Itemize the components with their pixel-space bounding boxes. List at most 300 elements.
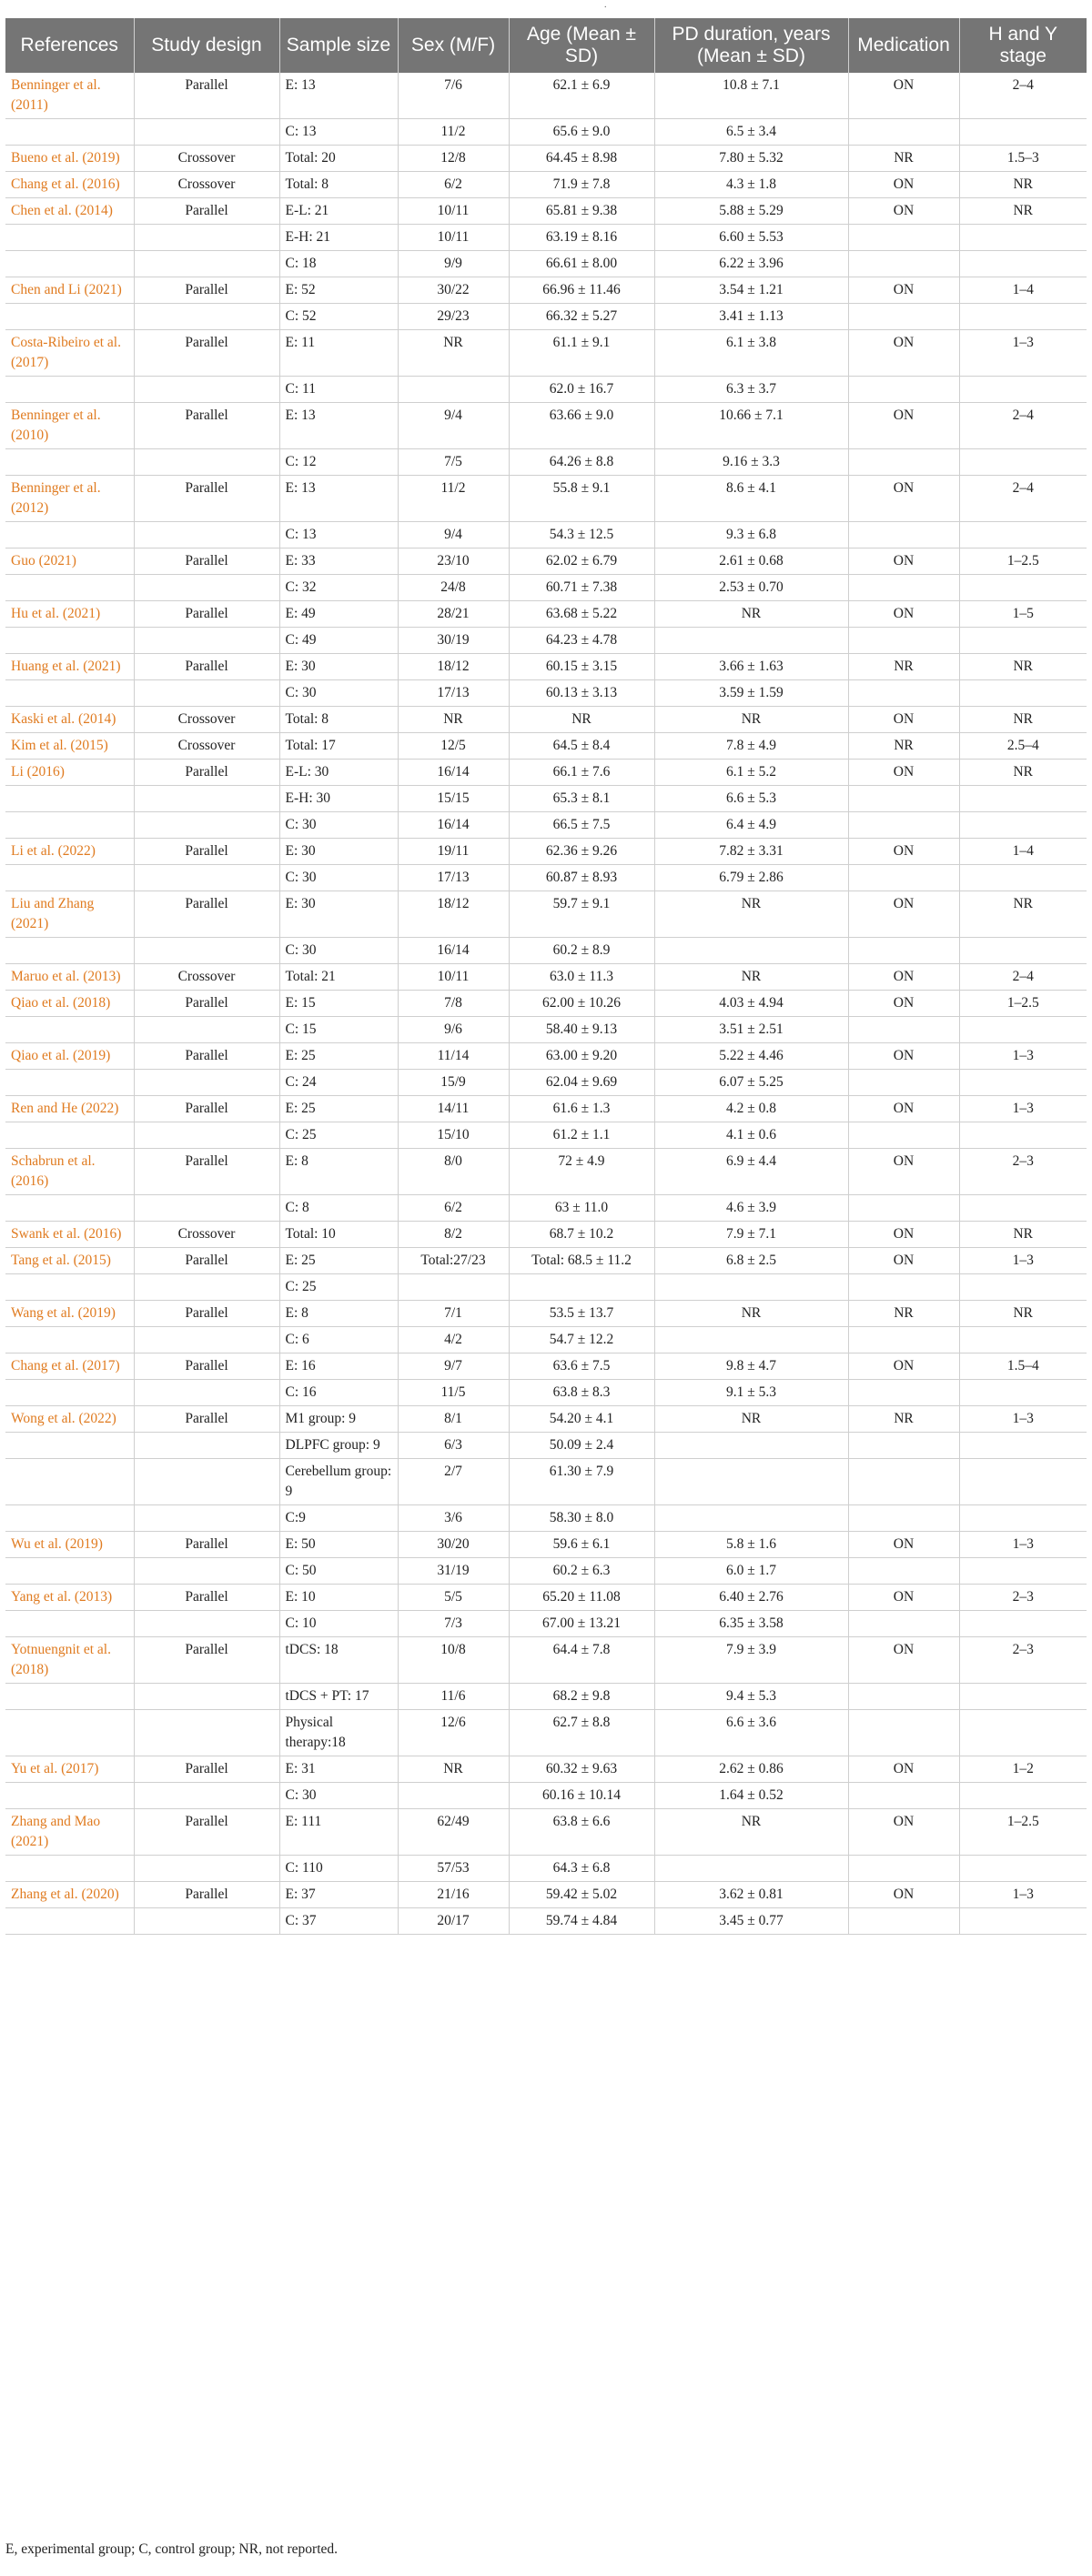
cell-medication: ON — [848, 601, 959, 628]
table-row — [5, 1327, 1087, 1353]
cell-medication: ON — [848, 1248, 959, 1274]
cell-sample-size: C: 6 — [279, 1327, 398, 1353]
top-mark: . — [604, 0, 607, 10]
cell-study-design — [134, 1433, 279, 1459]
cell-pd-duration: NR — [654, 891, 848, 938]
cell-sex: 10/11 — [398, 225, 509, 251]
cell-sample-size: E: 11 — [279, 330, 398, 377]
cell-sample-size: C: 30 — [279, 680, 398, 707]
cell-study-design: Parallel — [134, 330, 279, 377]
table-row — [5, 1611, 1087, 1637]
cell-sample-size: E: 49 — [279, 601, 398, 628]
cell-sample-size: Total: 17 — [279, 733, 398, 760]
cell-sex: 31/19 — [398, 1558, 509, 1585]
cell-age: Total: 68.5 ± 11.2 — [509, 1248, 654, 1274]
cell-reference — [5, 1380, 134, 1406]
cell-hy-stage: 1–3 — [959, 330, 1087, 377]
cell-reference[interactable]: Chen et al. (2014) — [5, 198, 134, 225]
table-row — [5, 1017, 1087, 1043]
cell-sample-size: Cerebellum group: 9 — [279, 1459, 398, 1505]
cell-reference — [5, 812, 134, 839]
cell-sample-size: E: 50 — [279, 1532, 398, 1558]
cell-hy-stage — [959, 1017, 1087, 1043]
cell-pd-duration — [654, 1459, 848, 1505]
cell-hy-stage — [959, 1459, 1087, 1505]
cell-hy-stage: 1–5 — [959, 601, 1087, 628]
cell-study-design — [134, 938, 279, 964]
cell-sample-size: C: 24 — [279, 1070, 398, 1096]
table-footnote: E, experimental group; C, control group; NR, not reported. — [5, 2541, 339, 2557]
cell-age: 60.71 ± 7.38 — [509, 575, 654, 601]
cell-pd-duration: NR — [654, 1301, 848, 1327]
cell-study-design: Parallel — [134, 1585, 279, 1611]
cell-study-design — [134, 1856, 279, 1882]
cell-medication — [848, 680, 959, 707]
cell-study-design: Parallel — [134, 1353, 279, 1380]
cell-sample-size: E: 16 — [279, 1353, 398, 1380]
cell-sex: 12/6 — [398, 1710, 509, 1756]
cell-hy-stage: 1–2 — [959, 1756, 1087, 1783]
cell-study-design — [134, 1122, 279, 1149]
cell-sample-size: C: 52 — [279, 304, 398, 330]
cell-sex: 17/13 — [398, 865, 509, 891]
cell-hy-stage: NR — [959, 172, 1087, 198]
cell-pd-duration — [654, 1856, 848, 1882]
table-row — [5, 601, 1087, 628]
cell-study-design: Parallel — [134, 198, 279, 225]
cell-reference — [5, 1684, 134, 1710]
cell-pd-duration: 3.45 ± 0.77 — [654, 1908, 848, 1935]
cell-medication: ON — [848, 1882, 959, 1908]
cell-age: 61.1 ± 9.1 — [509, 330, 654, 377]
cell-reference[interactable]: Zhang and Mao (2021) — [5, 1809, 134, 1856]
cell-hy-stage: 2–4 — [959, 73, 1087, 119]
cell-reference[interactable]: Chen and Li (2021) — [5, 277, 134, 304]
cell-hy-stage: 2–3 — [959, 1637, 1087, 1684]
cell-pd-duration: 7.9 ± 3.9 — [654, 1637, 848, 1684]
cell-sex — [398, 1783, 509, 1809]
cell-reference — [5, 680, 134, 707]
cell-pd-duration: 6.3 ± 3.7 — [654, 377, 848, 403]
cell-study-design: Parallel — [134, 277, 279, 304]
cell-sex: 30/19 — [398, 628, 509, 654]
cell-reference — [5, 1856, 134, 1882]
cell-medication — [848, 1856, 959, 1882]
cell-medication: ON — [848, 1637, 959, 1684]
cell-sample-size: C: 11 — [279, 377, 398, 403]
cell-medication — [848, 251, 959, 277]
cell-reference[interactable]: Liu and Zhang (2021) — [5, 891, 134, 938]
cell-reference — [5, 628, 134, 654]
cell-sample-size: E: 13 — [279, 403, 398, 449]
cell-sample-size: tDCS: 18 — [279, 1637, 398, 1684]
cell-sex: NR — [398, 330, 509, 377]
cell-sample-size: Total: 10 — [279, 1222, 398, 1248]
table-row — [5, 1070, 1087, 1096]
cell-medication: NR — [848, 1406, 959, 1433]
cell-hy-stage: 1–3 — [959, 1532, 1087, 1558]
cell-reference[interactable]: Ren and He (2022) — [5, 1096, 134, 1122]
cell-study-design: Crossover — [134, 733, 279, 760]
table-row — [5, 1637, 1087, 1684]
cell-medication: ON — [848, 277, 959, 304]
cell-sample-size: C: 25 — [279, 1122, 398, 1149]
cell-age: 63.8 ± 8.3 — [509, 1380, 654, 1406]
cell-medication — [848, 1380, 959, 1406]
table-row — [5, 403, 1087, 449]
cell-study-design: Parallel — [134, 1301, 279, 1327]
cell-hy-stage: 2–4 — [959, 403, 1087, 449]
table-row — [5, 1783, 1087, 1809]
table-row — [5, 1684, 1087, 1710]
cell-medication — [848, 304, 959, 330]
cell-sex: 23/10 — [398, 548, 509, 575]
cell-study-design — [134, 628, 279, 654]
cell-study-design — [134, 680, 279, 707]
cell-reference[interactable]: Chang et al. (2016) — [5, 172, 134, 198]
cell-pd-duration: 7.8 ± 4.9 — [654, 733, 848, 760]
table-row — [5, 1908, 1087, 1935]
cell-hy-stage: 1–3 — [959, 1043, 1087, 1070]
cell-age: 62.1 ± 6.9 — [509, 73, 654, 119]
header-hy-stage: H and Y stage — [959, 18, 1087, 73]
cell-age: 59.74 ± 4.84 — [509, 1908, 654, 1935]
cell-age: 60.16 ± 10.14 — [509, 1783, 654, 1809]
cell-age: 62.00 ± 10.26 — [509, 991, 654, 1017]
table-row — [5, 198, 1087, 225]
cell-reference[interactable]: Swank et al. (2016) — [5, 1222, 134, 1248]
cell-sample-size: C: 32 — [279, 575, 398, 601]
cell-sample-size: C: 15 — [279, 1017, 398, 1043]
cell-pd-duration: 3.59 ± 1.59 — [654, 680, 848, 707]
cell-study-design: Parallel — [134, 1043, 279, 1070]
cell-sex: 15/15 — [398, 786, 509, 812]
cell-pd-duration: 7.82 ± 3.31 — [654, 839, 848, 865]
cell-age: 61.6 ± 1.3 — [509, 1096, 654, 1122]
cell-pd-duration: 6.40 ± 2.76 — [654, 1585, 848, 1611]
cell-reference[interactable]: Maruo et al. (2013) — [5, 964, 134, 991]
cell-hy-stage — [959, 1070, 1087, 1096]
cell-reference — [5, 1710, 134, 1756]
cell-sex: 4/2 — [398, 1327, 509, 1353]
table-row — [5, 277, 1087, 304]
cell-age: 64.4 ± 7.8 — [509, 1637, 654, 1684]
cell-reference[interactable]: Chang et al. (2017) — [5, 1353, 134, 1380]
cell-hy-stage: 1–3 — [959, 1882, 1087, 1908]
table-row — [5, 1585, 1087, 1611]
cell-reference[interactable]: Benninger et al. (2010) — [5, 403, 134, 449]
cell-hy-stage: 1–3 — [959, 1248, 1087, 1274]
cell-age: 58.30 ± 8.0 — [509, 1505, 654, 1532]
cell-medication — [848, 377, 959, 403]
cell-age: 59.6 ± 6.1 — [509, 1532, 654, 1558]
header-study-design: Study design — [134, 18, 279, 73]
cell-medication — [848, 1710, 959, 1756]
cell-age: 63.6 ± 7.5 — [509, 1353, 654, 1380]
cell-hy-stage — [959, 1783, 1087, 1809]
cell-age: 60.13 ± 3.13 — [509, 680, 654, 707]
cell-study-design — [134, 786, 279, 812]
cell-sex: 12/5 — [398, 733, 509, 760]
cell-pd-duration: 2.61 ± 0.68 — [654, 548, 848, 575]
cell-sample-size: E: 30 — [279, 891, 398, 938]
cell-sample-size: E: 10 — [279, 1585, 398, 1611]
cell-reference[interactable]: Schabrun et al. (2016) — [5, 1149, 134, 1195]
cell-study-design: Parallel — [134, 1248, 279, 1274]
cell-hy-stage: NR — [959, 198, 1087, 225]
cell-reference[interactable]: Guo (2021) — [5, 548, 134, 575]
cell-reference[interactable]: Yotnuengnit et al. (2018) — [5, 1637, 134, 1684]
cell-medication: NR — [848, 1301, 959, 1327]
cell-hy-stage — [959, 377, 1087, 403]
table-row — [5, 1380, 1087, 1406]
cell-sex: 16/14 — [398, 760, 509, 786]
cell-sex: 10/11 — [398, 964, 509, 991]
cell-sample-size: E-L: 30 — [279, 760, 398, 786]
cell-study-design: Parallel — [134, 891, 279, 938]
cell-medication: ON — [848, 964, 959, 991]
cell-hy-stage: NR — [959, 1301, 1087, 1327]
cell-reference[interactable]: Hu et al. (2021) — [5, 601, 134, 628]
table-body — [5, 73, 1087, 1935]
cell-pd-duration — [654, 1505, 848, 1532]
cell-study-design — [134, 449, 279, 476]
cell-study-design — [134, 865, 279, 891]
cell-study-design: Parallel — [134, 73, 279, 119]
cell-reference[interactable]: Benninger et al. (2011) — [5, 73, 134, 119]
cell-sample-size: C: 12 — [279, 449, 398, 476]
cell-pd-duration — [654, 1327, 848, 1353]
cell-pd-duration: 3.41 ± 1.13 — [654, 304, 848, 330]
cell-age: 59.42 ± 5.02 — [509, 1882, 654, 1908]
cell-pd-duration: 4.3 ± 1.8 — [654, 172, 848, 198]
cell-study-design: Parallel — [134, 654, 279, 680]
cell-hy-stage — [959, 1710, 1087, 1756]
table-row — [5, 575, 1087, 601]
cell-age: 64.45 ± 8.98 — [509, 146, 654, 172]
cell-pd-duration: 6.35 ± 3.58 — [654, 1611, 848, 1637]
cell-reference[interactable]: Li et al. (2022) — [5, 839, 134, 865]
cell-medication — [848, 575, 959, 601]
cell-pd-duration: 4.1 ± 0.6 — [654, 1122, 848, 1149]
cell-pd-duration: 9.8 ± 4.7 — [654, 1353, 848, 1380]
cell-reference[interactable]: Huang et al. (2021) — [5, 654, 134, 680]
cell-age: 63.00 ± 9.20 — [509, 1043, 654, 1070]
cell-sex: 6/3 — [398, 1433, 509, 1459]
cell-pd-duration: 9.4 ± 5.3 — [654, 1684, 848, 1710]
cell-medication: NR — [848, 733, 959, 760]
cell-reference[interactable]: Kaski et al. (2014) — [5, 707, 134, 733]
cell-sample-size: E-L: 21 — [279, 198, 398, 225]
cell-reference[interactable]: Li (2016) — [5, 760, 134, 786]
cell-pd-duration: 6.07 ± 5.25 — [654, 1070, 848, 1096]
cell-study-design — [134, 522, 279, 548]
cell-medication: ON — [848, 1585, 959, 1611]
cell-hy-stage — [959, 680, 1087, 707]
cell-age: 66.32 ± 5.27 — [509, 304, 654, 330]
cell-study-design: Parallel — [134, 760, 279, 786]
cell-medication: ON — [848, 172, 959, 198]
table-row — [5, 707, 1087, 733]
cell-sex: 62/49 — [398, 1809, 509, 1856]
cell-study-design — [134, 1783, 279, 1809]
cell-reference — [5, 865, 134, 891]
cell-reference[interactable]: Yang et al. (2013) — [5, 1585, 134, 1611]
cell-sample-size: Physical therapy:18 — [279, 1710, 398, 1756]
cell-reference — [5, 251, 134, 277]
cell-reference[interactable]: Costa-Ribeiro et al. (2017) — [5, 330, 134, 377]
cell-sample-size: DLPFC group: 9 — [279, 1433, 398, 1459]
cell-hy-stage — [959, 119, 1087, 146]
cell-age: 63.8 ± 6.6 — [509, 1809, 654, 1856]
cell-reference — [5, 1558, 134, 1585]
cell-medication — [848, 1122, 959, 1149]
cell-reference[interactable]: Qiao et al. (2019) — [5, 1043, 134, 1070]
cell-study-design — [134, 1459, 279, 1505]
table-row — [5, 304, 1087, 330]
cell-pd-duration: 6.1 ± 5.2 — [654, 760, 848, 786]
cell-reference — [5, 1195, 134, 1222]
header-sex: Sex (M/F) — [398, 18, 509, 73]
cell-age: 62.02 ± 6.79 — [509, 548, 654, 575]
cell-reference — [5, 304, 134, 330]
cell-age: 62.7 ± 8.8 — [509, 1710, 654, 1756]
cell-age: 72 ± 4.9 — [509, 1149, 654, 1195]
table-row — [5, 1195, 1087, 1222]
cell-medication: ON — [848, 73, 959, 119]
cell-medication — [848, 1459, 959, 1505]
cell-pd-duration: 2.53 ± 0.70 — [654, 575, 848, 601]
cell-sex: 2/7 — [398, 1459, 509, 1505]
cell-pd-duration: 6.22 ± 3.96 — [654, 251, 848, 277]
cell-hy-stage — [959, 1611, 1087, 1637]
cell-hy-stage — [959, 1856, 1087, 1882]
cell-reference — [5, 225, 134, 251]
cell-age: 63.66 ± 9.0 — [509, 403, 654, 449]
cell-reference[interactable]: Yu et al. (2017) — [5, 1756, 134, 1783]
cell-sex — [398, 1274, 509, 1301]
cell-age: 67.00 ± 13.21 — [509, 1611, 654, 1637]
cell-reference[interactable]: Benninger et al. (2012) — [5, 476, 134, 522]
cell-age: 60.32 ± 9.63 — [509, 1756, 654, 1783]
cell-reference[interactable]: Wu et al. (2019) — [5, 1532, 134, 1558]
cell-pd-duration: 6.79 ± 2.86 — [654, 865, 848, 891]
cell-sample-size: E: 52 — [279, 277, 398, 304]
cell-reference[interactable]: Tang et al. (2015) — [5, 1248, 134, 1274]
cell-sex: 9/6 — [398, 1017, 509, 1043]
table-row — [5, 146, 1087, 172]
cell-reference[interactable]: Qiao et al. (2018) — [5, 991, 134, 1017]
cell-sex: 6/2 — [398, 172, 509, 198]
cell-study-design — [134, 1611, 279, 1637]
cell-age: 68.2 ± 9.8 — [509, 1684, 654, 1710]
cell-reference — [5, 1505, 134, 1532]
table-row — [5, 1710, 1087, 1756]
cell-hy-stage — [959, 1433, 1087, 1459]
cell-medication: ON — [848, 760, 959, 786]
cell-hy-stage — [959, 1558, 1087, 1585]
cell-study-design: Parallel — [134, 1532, 279, 1558]
cell-age: 66.5 ± 7.5 — [509, 812, 654, 839]
cell-hy-stage: 1–3 — [959, 1096, 1087, 1122]
cell-medication — [848, 786, 959, 812]
cell-pd-duration — [654, 938, 848, 964]
cell-hy-stage: NR — [959, 760, 1087, 786]
cell-age: 62.04 ± 9.69 — [509, 1070, 654, 1096]
cell-sample-size: E: 30 — [279, 839, 398, 865]
cell-age: 63.68 ± 5.22 — [509, 601, 654, 628]
cell-pd-duration: 7.9 ± 7.1 — [654, 1222, 848, 1248]
cell-age: 64.26 ± 8.8 — [509, 449, 654, 476]
cell-pd-duration — [654, 1433, 848, 1459]
cell-sample-size: E: 13 — [279, 476, 398, 522]
cell-sample-size: C: 37 — [279, 1908, 398, 1935]
cell-reference — [5, 1274, 134, 1301]
cell-sample-size: C: 30 — [279, 865, 398, 891]
cell-medication: ON — [848, 330, 959, 377]
cell-hy-stage — [959, 1195, 1087, 1222]
cell-hy-stage: 1.5–4 — [959, 1353, 1087, 1380]
cell-reference[interactable]: Bueno et al. (2019) — [5, 146, 134, 172]
cell-sex: 9/9 — [398, 251, 509, 277]
table-row — [5, 251, 1087, 277]
cell-sample-size: C: 49 — [279, 628, 398, 654]
cell-age: 59.7 ± 9.1 — [509, 891, 654, 938]
cell-reference — [5, 1433, 134, 1459]
table-row — [5, 1043, 1087, 1070]
cell-reference — [5, 1327, 134, 1353]
cell-reference — [5, 1122, 134, 1149]
cell-pd-duration: 4.2 ± 0.8 — [654, 1096, 848, 1122]
cell-age: 61.30 ± 7.9 — [509, 1459, 654, 1505]
cell-reference[interactable]: Wang et al. (2019) — [5, 1301, 134, 1327]
table-row — [5, 680, 1087, 707]
cell-sample-size: E: 31 — [279, 1756, 398, 1783]
cell-age: 65.3 ± 8.1 — [509, 786, 654, 812]
cell-medication: ON — [848, 1149, 959, 1195]
cell-sex: 11/2 — [398, 476, 509, 522]
table-row — [5, 1222, 1087, 1248]
cell-reference[interactable]: Wong et al. (2022) — [5, 1406, 134, 1433]
cell-medication — [848, 1558, 959, 1585]
cell-age: 58.40 ± 9.13 — [509, 1017, 654, 1043]
cell-medication — [848, 119, 959, 146]
cell-reference — [5, 786, 134, 812]
table-row — [5, 1505, 1087, 1532]
cell-reference[interactable]: Zhang et al. (2020) — [5, 1882, 134, 1908]
cell-age: 65.81 ± 9.38 — [509, 198, 654, 225]
cell-reference[interactable]: Kim et al. (2015) — [5, 733, 134, 760]
cell-medication — [848, 1783, 959, 1809]
cell-reference — [5, 449, 134, 476]
cell-medication: ON — [848, 1222, 959, 1248]
cell-sex: 9/4 — [398, 522, 509, 548]
cell-sex — [398, 377, 509, 403]
table-row — [5, 522, 1087, 548]
cell-age: 60.87 ± 8.93 — [509, 865, 654, 891]
cell-hy-stage: 1–3 — [959, 1406, 1087, 1433]
cell-study-design — [134, 575, 279, 601]
cell-sample-size: E: 25 — [279, 1248, 398, 1274]
table-row — [5, 330, 1087, 377]
cell-sample-size: E: 8 — [279, 1301, 398, 1327]
cell-medication: ON — [848, 548, 959, 575]
cell-sample-size: C: 30 — [279, 812, 398, 839]
table-row — [5, 1558, 1087, 1585]
cell-medication: ON — [848, 707, 959, 733]
cell-sample-size: E: 25 — [279, 1043, 398, 1070]
cell-study-design: Parallel — [134, 1882, 279, 1908]
